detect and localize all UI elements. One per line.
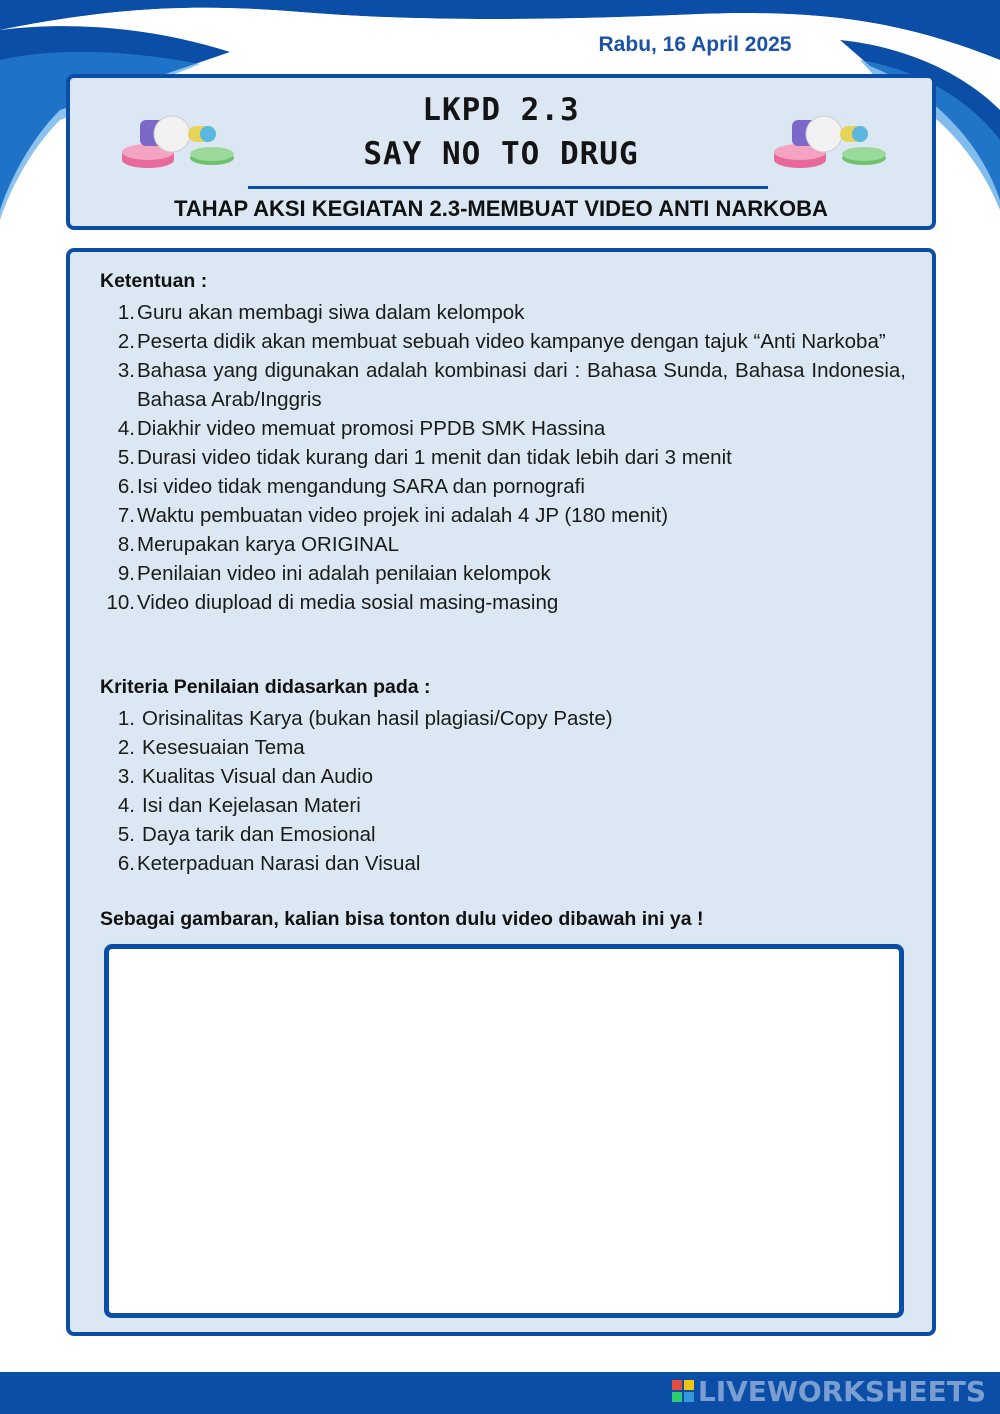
list-item: 5. Daya tarik dan Emosional xyxy=(117,823,376,846)
list-item: 1. Orisinalitas Karya (bukan hasil plagiasi/Copy Paste) xyxy=(117,707,613,730)
title-divider xyxy=(248,186,768,189)
liveworksheets-logo-icon xyxy=(672,1380,694,1402)
kriteria-list xyxy=(100,704,906,878)
list-item: 2. Peserta didik akan membuat sebuah video kampanye dengan tajuk “Anti Narkoba” xyxy=(117,330,886,353)
list-item: 10. Video diupload di media sosial masing-masing xyxy=(106,591,559,614)
content-panel xyxy=(66,248,936,1336)
date-label: Rabu, 16 April 2025 xyxy=(598,33,792,56)
title-panel xyxy=(66,74,936,230)
list-item: 6. Isi video tidak mengandung SARA dan pornografi xyxy=(117,475,585,498)
brand-text: LIVEWORKSHEETS xyxy=(697,1374,986,1408)
list-item: 3. Kualitas Visual dan Audio xyxy=(117,765,373,788)
list-item: 1. Guru akan membagi siwa dalam kelompok xyxy=(117,301,525,324)
list-item: 3. Bahasa yang digunakan adalah kombinasi dari : Bahasa Sunda, Bahasa Indonesia, Bahasa Arab/Inggris xyxy=(117,359,906,411)
brand-watermark xyxy=(672,1374,986,1408)
video-intro-text: Sebagai gambaran, kalian bisa tonton dulu video dibawah ini ya ! xyxy=(100,908,704,930)
ketentuan-heading: Ketentuan : xyxy=(100,270,208,292)
page-title: LKPD 2.3 xyxy=(422,92,580,128)
list-item: 9. Penilaian video ini adalah penilaian kelompok xyxy=(117,562,551,585)
list-item: 4. Diakhir video memuat promosi PPDB SMK Hassina xyxy=(117,417,606,440)
list-item: 6. Keterpaduan Narasi dan Visual xyxy=(117,852,421,875)
list-item: 5. Durasi video tidak kurang dari 1 menit dan tidak lebih dari 3 menit xyxy=(117,446,732,469)
ketentuan-list xyxy=(100,298,906,617)
list-item: 4. Isi dan Kejelasan Materi xyxy=(117,794,361,817)
video-embed-frame[interactable] xyxy=(104,944,904,1318)
page-subtitle-title: SAY NO TO DRUG xyxy=(363,136,639,172)
activity-subtitle: TAHAP AKSI KEGIATAN 2.3-MEMBUAT VIDEO ANTI NARKOBA xyxy=(174,196,828,221)
kriteria-heading: Kriteria Penilaian didasarkan pada : xyxy=(100,676,431,698)
list-item: 8. Merupakan karya ORIGINAL xyxy=(117,533,400,556)
list-item: 7. Waktu pembuatan video projek ini adalah 4 JP (180 menit) xyxy=(117,504,669,527)
list-item: 2. Kesesuaian Tema xyxy=(117,736,305,759)
